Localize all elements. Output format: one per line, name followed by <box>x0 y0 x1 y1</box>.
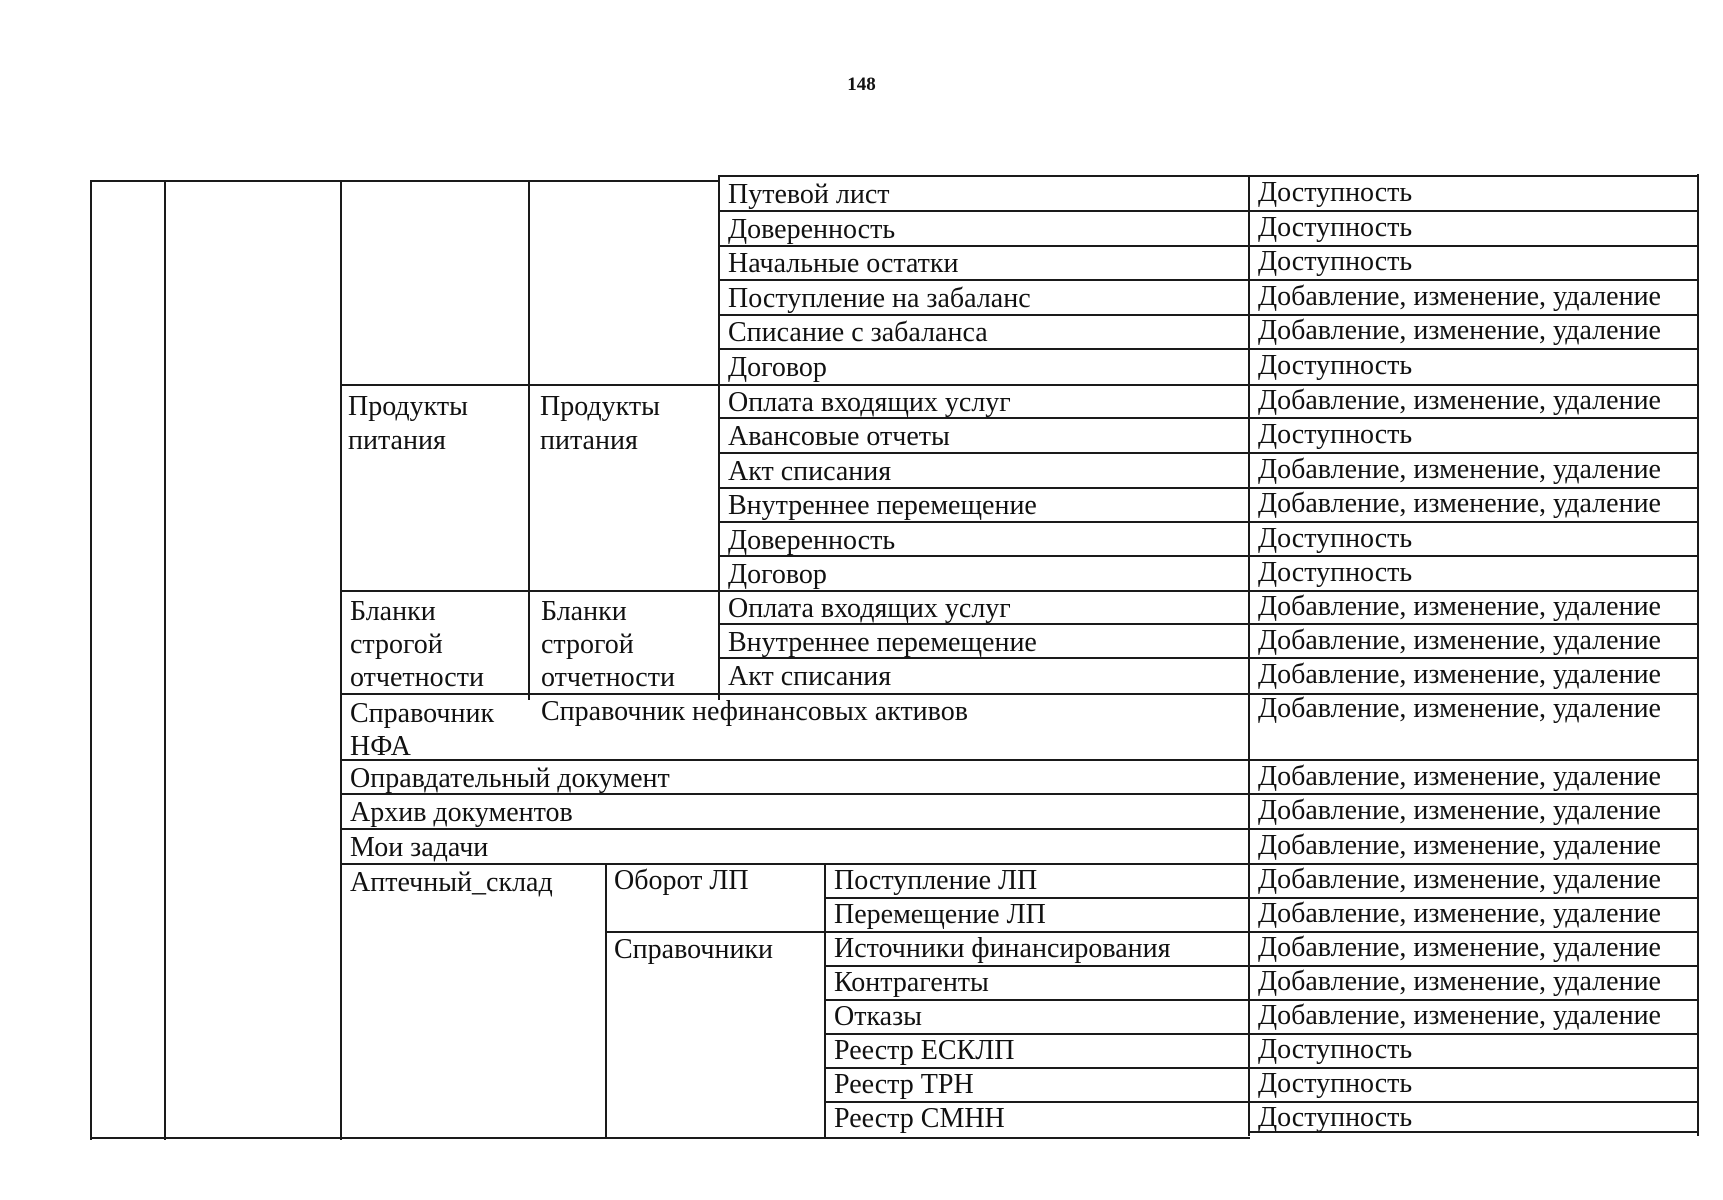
document-name: Перемещение ЛП <box>834 899 1046 930</box>
document-name: Акт списания <box>728 456 892 487</box>
document-name: Доверенность <box>728 525 896 556</box>
document-name: Поступление ЛП <box>834 865 1038 896</box>
document-name: Договор <box>728 559 827 590</box>
document-name: Авансовые отчеты <box>728 421 950 452</box>
access-level: Доступность <box>1258 350 1413 381</box>
subgroup-label-references: Справочники <box>614 934 774 965</box>
subgroup-label-food: питания <box>540 425 638 456</box>
document-name: Отказы <box>834 1001 922 1032</box>
access-level: Доступность <box>1258 557 1413 588</box>
document-name: Доверенность <box>728 214 896 245</box>
column-divider <box>340 180 342 1140</box>
table-border-top <box>90 180 720 182</box>
document-name: Договор <box>728 352 827 383</box>
document-name: Реестр ТРН <box>834 1069 974 1100</box>
column-divider <box>164 180 166 1140</box>
group-label-nfa: НФА <box>350 731 411 762</box>
access-level: Добавление, изменение, удаление <box>1258 932 1661 963</box>
page-number: 148 <box>847 74 876 95</box>
access-level: Доступность <box>1258 1034 1413 1065</box>
table-border-bottom <box>90 1137 1250 1139</box>
access-level: Добавление, изменение, удаление <box>1258 591 1661 622</box>
subgroup-label-forms: отчетности <box>541 662 675 693</box>
subgroup-label-turnover: Оборот ЛП <box>614 865 749 896</box>
wide-row-label: Архив документов <box>350 797 573 828</box>
group-label-nfa: Справочник <box>350 698 495 729</box>
access-level: Добавление, изменение, удаление <box>1258 454 1661 485</box>
column-divider <box>528 180 530 700</box>
group-label-forms: отчетности <box>350 662 484 693</box>
access-level: Доступность <box>1258 1102 1413 1133</box>
document-name: Оплата входящих услуг <box>728 593 1011 624</box>
subgroup-label-forms: Бланки <box>541 596 627 627</box>
access-level: Доступность <box>1258 419 1413 450</box>
access-level: Добавление, изменение, удаление <box>1258 625 1661 656</box>
access-level: Доступность <box>1258 523 1413 554</box>
document-name: Акт списания <box>728 661 892 692</box>
group-label-forms: строгой <box>350 629 443 660</box>
document-name: Списание с забаланса <box>728 317 988 348</box>
access-level: Добавление, изменение, удаление <box>1258 315 1661 346</box>
table-border-top <box>718 175 1699 177</box>
access-level: Добавление, изменение, удаление <box>1258 761 1661 792</box>
group-label-pharmacy: Аптечный_склад <box>350 867 553 898</box>
wide-row-label: Мои задачи <box>350 832 489 863</box>
subgroup-label-food: Продукты <box>540 391 660 422</box>
access-level: Доступность <box>1258 246 1413 277</box>
document-name: Реестр ЕСКЛП <box>834 1035 1015 1066</box>
document-name: Путевой лист <box>728 179 890 210</box>
document-name: Внутреннее перемещение <box>728 627 1037 658</box>
document-name: Внутреннее перемещение <box>728 490 1037 521</box>
document-name: Реестр СМНН <box>834 1103 1005 1134</box>
subgroup-label-forms: строгой <box>541 629 634 660</box>
access-level: Доступность <box>1258 212 1413 243</box>
access-level: Добавление, изменение, удаление <box>1258 830 1661 861</box>
document-name: Контрагенты <box>834 967 989 998</box>
access-level: Добавление, изменение, удаление <box>1258 864 1661 895</box>
document-name: Оплата входящих услуг <box>728 387 1011 418</box>
document-name: Источники финансирования <box>834 933 1171 964</box>
group-label-forms: Бланки <box>350 596 436 627</box>
document-name: Поступление на забаланс <box>728 283 1031 314</box>
access-level: Добавление, изменение, удаление <box>1258 898 1661 929</box>
nfa-reference-name: Справочник нефинансовых активов <box>541 696 968 727</box>
access-level: Добавление, изменение, удаление <box>1258 966 1661 997</box>
table-border-left <box>90 180 92 1140</box>
access-level: Добавление, изменение, удаление <box>1258 795 1661 826</box>
access-level: Добавление, изменение, удаление <box>1258 1000 1661 1031</box>
access-level: Добавление, изменение, удаление <box>1258 385 1661 416</box>
document-name: Начальные остатки <box>728 248 959 279</box>
access-level: Доступность <box>1258 177 1413 208</box>
access-level: Добавление, изменение, удаление <box>1258 659 1661 690</box>
column-divider <box>1248 176 1250 1136</box>
access-level: Добавление, изменение, удаление <box>1258 281 1661 312</box>
access-level: Доступность <box>1258 1068 1413 1099</box>
column-divider <box>824 864 826 1138</box>
access-level: Добавление, изменение, удаление <box>1258 693 1661 724</box>
group-label-food: питания <box>348 425 446 456</box>
column-divider <box>605 864 607 1138</box>
access-level: Добавление, изменение, удаление <box>1258 488 1661 519</box>
group-label-food: Продукты <box>348 391 468 422</box>
table-border-right <box>1697 174 1699 1136</box>
column-divider <box>718 176 720 700</box>
wide-row-label: Оправдательный документ <box>350 763 670 794</box>
